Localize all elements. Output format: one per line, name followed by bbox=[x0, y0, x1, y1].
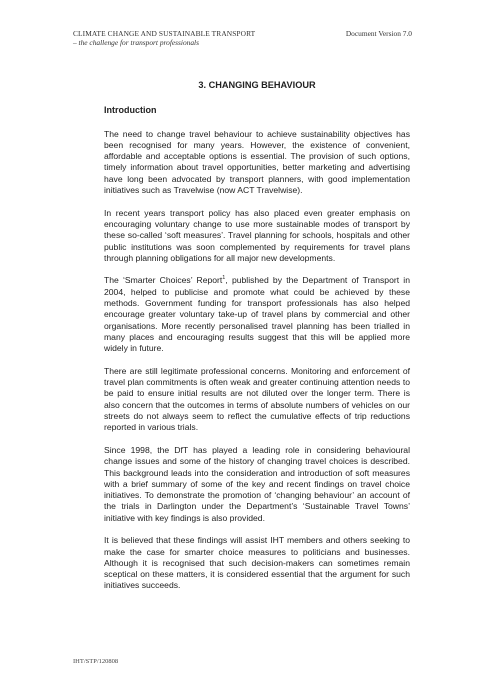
paragraph: It is believed that these findings will assist IHT members and others seeking to make the case for smarter choice measures to politicians and businesses. Although it is recognised that such decision-makers can sometimes remain sceptical on these matters, it is considered essential that the argument for such initiatives succeeds. bbox=[104, 535, 410, 591]
main-content bbox=[104, 80, 410, 603]
header-subtitle: – the challenge for transport professionals bbox=[73, 38, 199, 47]
paragraph: The need to change travel behaviour to achieve sustainability objectives has been recognised for many years. However, the existence of convenient, affordable and acceptable options is essential. The provision of such options, timely information about travel opportunities, better marketing and advertising have long been advocated by transport planners, with good implementation initiatives such as Travelwise (now ACT Travelwise). bbox=[104, 128, 410, 196]
introduction-heading: Introduction bbox=[104, 105, 157, 116]
paragraph-lead: The ‘Smarter Choices’ Report bbox=[104, 275, 223, 286]
paragraph-smarter-choices bbox=[104, 275, 410, 354]
document-version: Document Version 7.0 bbox=[345, 29, 412, 38]
paragraph-rest: , published by the Department of Transport in 2004, helped to publicise and promote what could be achieved by these methods. Government funding for transport professionals has also helped encourage greater voluntary take-up of travel plans by commercial and other organisations. More recently personalised travel planning has been trialled in many places and encouraging results suggest that this will be applied more widely in future. bbox=[104, 275, 410, 354]
footer-code: IHT/STP/120808 bbox=[73, 658, 119, 665]
paragraph: There are still legitimate professional concerns. Monitoring and enforcement of travel plan commitments is often weak and greater continuing attention needs to be paid to ensure initial results are not diluted over the longer term. There is also concern that the outcomes in terms of absolute numbers of vehicles on our streets do not always seem to reflect the cumulative effects of trip reductions reported in various trials. bbox=[104, 365, 410, 433]
paragraph: In recent years transport policy has also placed even greater emphasis on encouraging voluntary change to use more sustainable modes of transport by these so-called ‘soft measures’. Travel planning for schools, hospitals and other public institutions was soon complemented by requirements for travel plans through planning obligations for all major new developments. bbox=[104, 207, 410, 263]
header-title: CLIMATE CHANGE AND SUSTAINABLE TRANSPORT bbox=[73, 29, 256, 38]
footnote-marker[interactable]: 1 bbox=[222, 275, 226, 282]
paragraph: Since 1998, the DfT has played a leading role in considering behavioural change issues and some of the history of changing travel choices is described. This background leads into the consideration and introduction of soft measures with a brief summary of some of the key and recent findings on travel choice initiatives. To demonstrate the promotion of ‘changing behaviour’ an account of the trials in Darlington under the Department’s ‘Sustainable Travel Towns’ initiative with key findings is also provided. bbox=[104, 444, 410, 523]
running-header bbox=[73, 29, 412, 47]
section-title: 3. CHANGING BEHAVIOUR bbox=[198, 80, 316, 90]
